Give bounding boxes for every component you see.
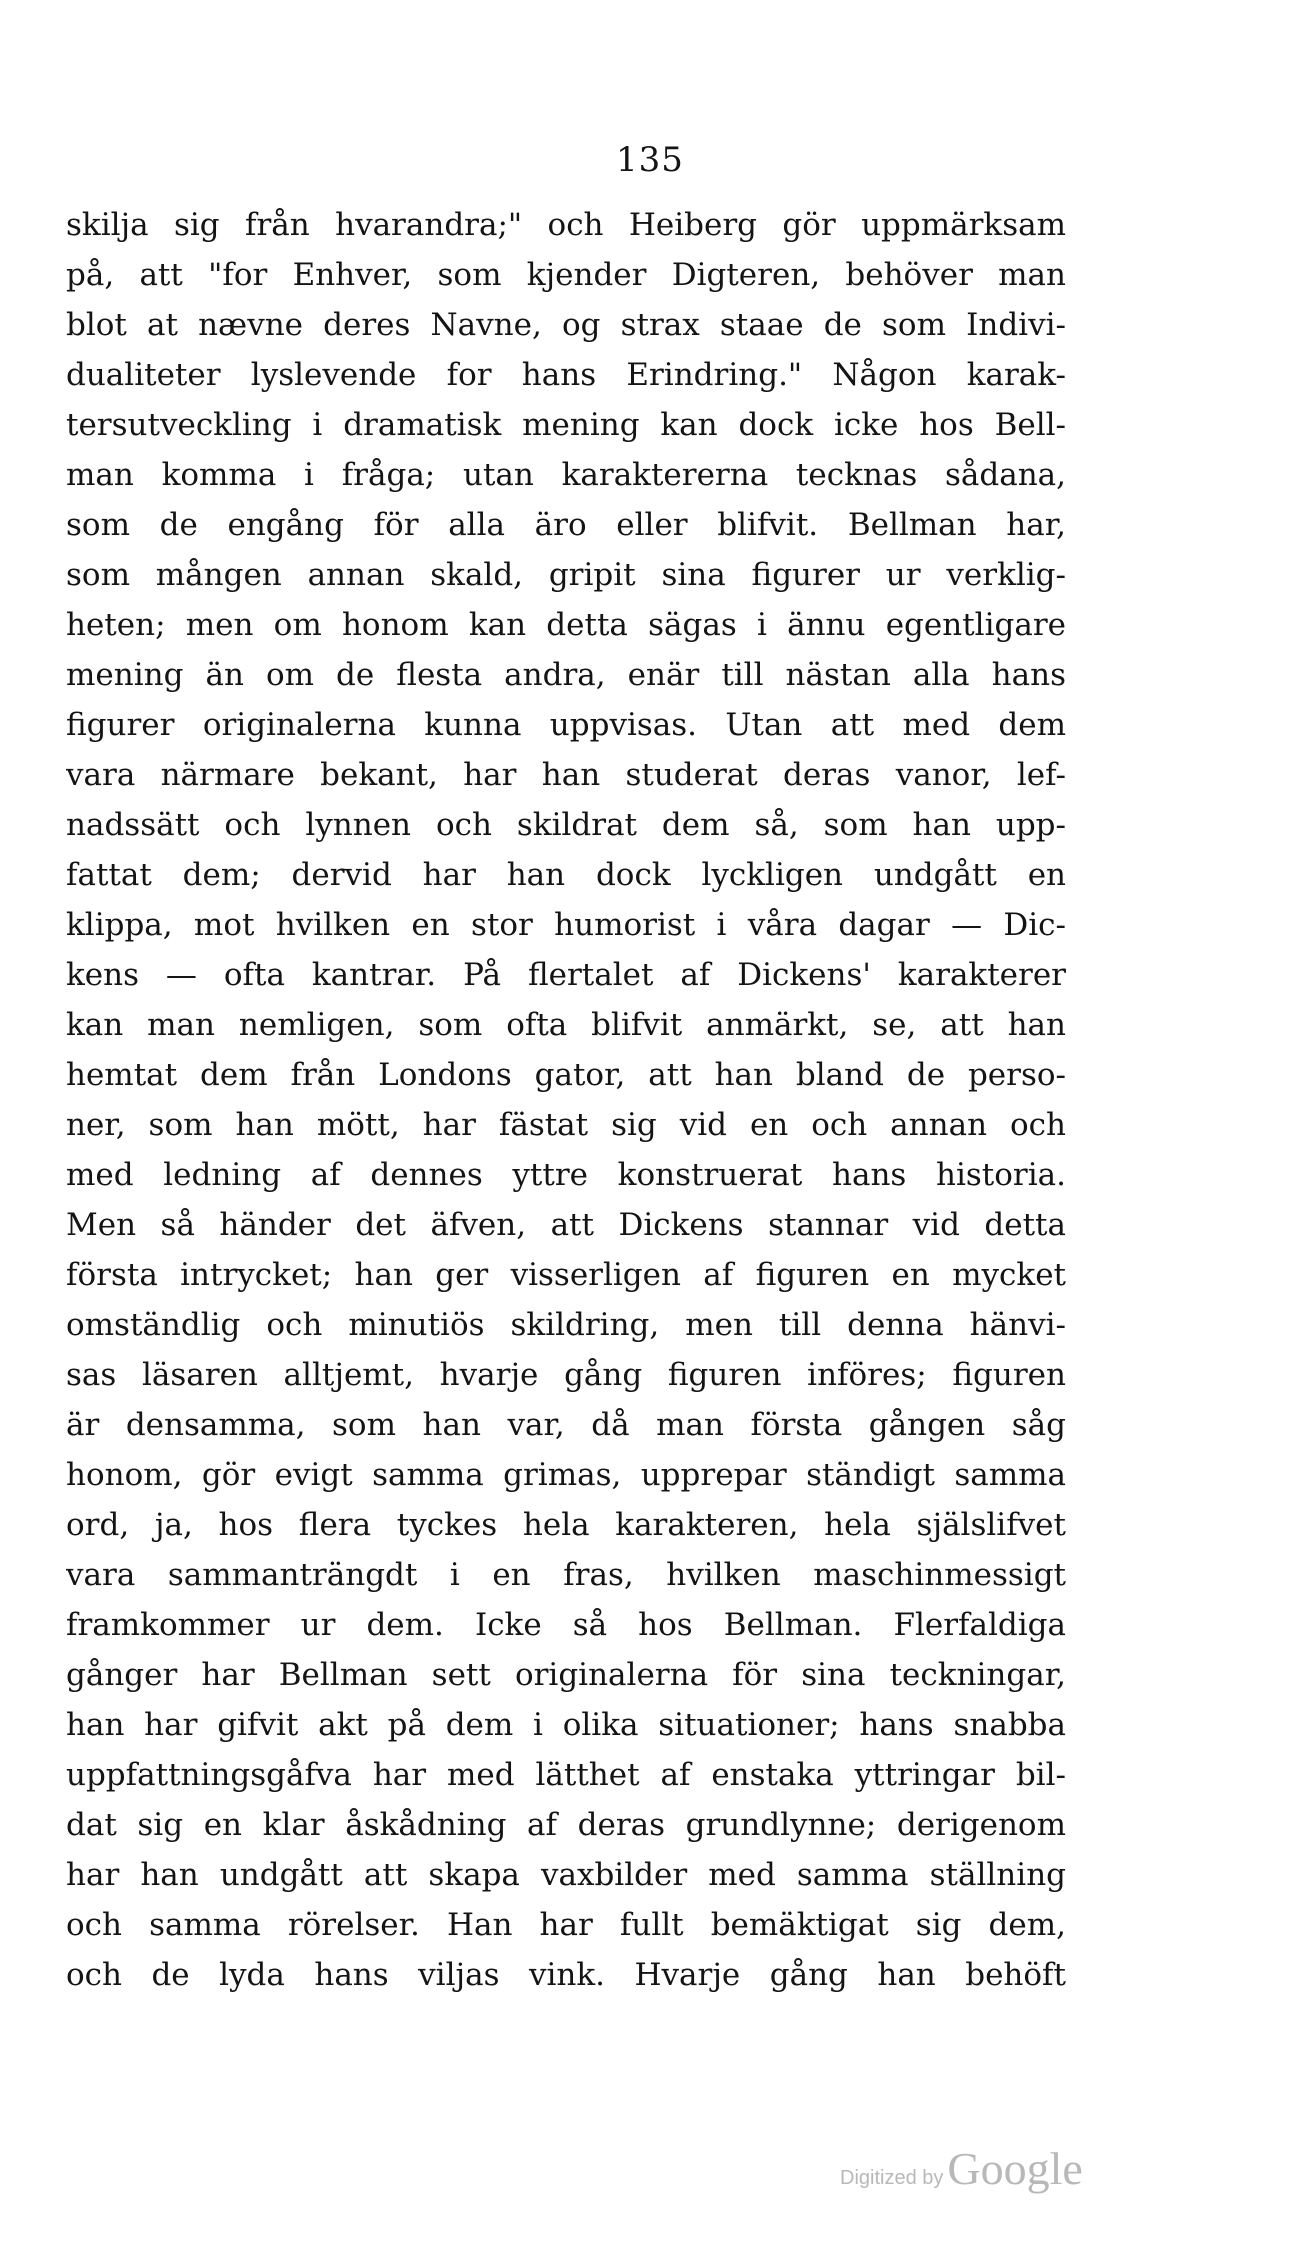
text-line: sas läsaren alltjemt, hvarje gång figuren införes; figuren (66, 1357, 1066, 1393)
text-line: framkommer ur dem. Icke så hos Bellman. Flerfaldiga (66, 1607, 1066, 1643)
text-line: kan man nemligen, som ofta blifvit anmärkt, se, att han (66, 1007, 1066, 1043)
text-line: som de engång för alla äro eller blifvit. Bellman har, (66, 507, 1066, 543)
text-line: och de lyda hans viljas vink. Hvarje gång han behöft (66, 1957, 1066, 1993)
text-line: har han undgått att skapa vaxbilder med samma ställning (66, 1857, 1066, 1893)
text-line: skilja sig från hvarandra;" och Heiberg gör uppmärksam (66, 207, 1066, 243)
body-text (66, 200, 1066, 2000)
google-logo: Google (947, 2143, 1083, 2194)
text-line: Men så händer det äfven, att Dickens stannar vid detta (66, 1207, 1066, 1243)
text-line: dat sig en klar åskådning af deras grundlynne; derigenom (66, 1807, 1066, 1843)
text-line: omständlig och minutiös skildring, men till denna hänvi- (66, 1307, 1066, 1343)
text-line: ner, som han mött, har fästat sig vid en och annan och (66, 1107, 1066, 1143)
text-line: hemtat dem från Londons gator, att han bland de perso- (66, 1057, 1066, 1093)
text-line: honom, gör evigt samma grimas, upprepar ständigt samma (66, 1457, 1066, 1493)
text-line: och samma rörelser. Han har fullt bemäktigat sig dem, (66, 1907, 1066, 1943)
text-line: är densamma, som han var, då man första gången såg (66, 1407, 1066, 1443)
text-line: på, att "for Enhver, som kjender Digteren, behöver man (66, 257, 1066, 293)
text-line: vara närmare bekant, har han studerat deras vanor, lef- (66, 757, 1066, 793)
text-line: uppfattningsgåfva har med lätthet af enstaka yttringar bil- (66, 1757, 1066, 1793)
text-line: nadssätt och lynnen och skildrat dem så, som han upp- (66, 807, 1066, 843)
text-line: första intrycket; han ger visserligen af figuren en mycket (66, 1257, 1066, 1293)
text-line: heten; men om honom kan detta sägas i ännu egentligare (66, 607, 1066, 643)
text-line: man komma i fråga; utan karaktererna tecknas sådana, (66, 457, 1066, 493)
text-line: han har gifvit akt på dem i olika situationer; hans snabba (66, 1707, 1066, 1743)
watermark-prefix: Digitized by (840, 2167, 944, 2189)
text-line: ord, ja, hos flera tyckes hela karakteren, hela själslifvet (66, 1507, 1066, 1543)
text-line: gånger har Bellman sett originalerna för sina teckningar, (66, 1657, 1066, 1693)
text-line: vara sammanträngdt i en fras, hvilken maschinmessigt (66, 1557, 1066, 1593)
text-line: som mången annan skald, gripit sina figurer ur verklig- (66, 557, 1066, 593)
text-line: tersutveckling i dramatisk mening kan dock icke hos Bell- (66, 407, 1066, 443)
digitized-watermark (840, 2142, 1100, 2202)
text-line: blot at nævne deres Navne, og strax staae de som Indivi- (66, 307, 1066, 343)
text-line: klippa, mot hvilken en stor humorist i våra dagar — Dic- (66, 907, 1066, 943)
text-line: dualiteter lyslevende for hans Erindring." Någon karak- (66, 357, 1066, 393)
text-line: figurer originalerna kunna uppvisas. Utan att med dem (66, 707, 1066, 743)
text-line: mening än om de flesta andra, enär till nästan alla hans (66, 657, 1066, 693)
page-number: 135 (616, 140, 684, 180)
text-line: fattat dem; dervid har han dock lyckligen undgått en (66, 857, 1066, 893)
text-line: kens — ofta kantrar. På flertalet af Dickens' karakterer (66, 957, 1066, 993)
text-line: med ledning af dennes yttre konstruerat hans historia. (66, 1157, 1066, 1193)
